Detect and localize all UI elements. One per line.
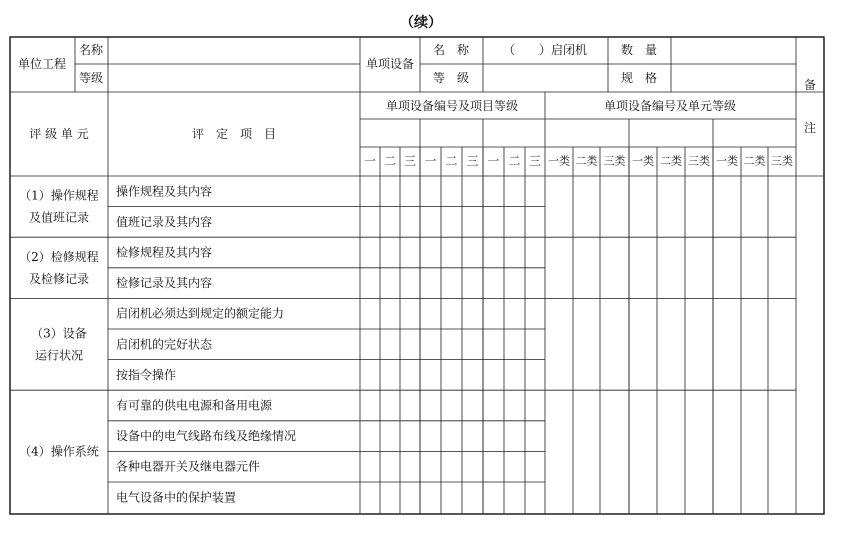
table-title: （续） xyxy=(400,15,442,31)
rating-unit-2-line2: 及检修记录 xyxy=(28,271,90,286)
grade-mark-4: 一 xyxy=(424,154,437,168)
grade-mark-7: 一 xyxy=(487,154,500,168)
rating-item-1-1: 操作规程及其内容 xyxy=(116,184,213,199)
item-grade-header: 单项设备编号及项目等级 xyxy=(385,99,519,113)
class-mark-4: 一类 xyxy=(632,154,654,168)
class-mark-7: 一类 xyxy=(716,154,738,168)
spec-label: 规 格 xyxy=(620,71,658,85)
rating-item-4-1: 有可靠的供电电源和备用电源 xyxy=(116,398,273,413)
equipment-grade-label: 等 级 xyxy=(432,71,470,85)
rating-unit-1-line1: （1）操作规程 xyxy=(19,188,99,203)
quantity-label: 数 量 xyxy=(620,43,658,57)
rating-item-4-2: 设备中的电气线路布线及绝缘情况 xyxy=(116,429,297,444)
grade-mark-6: 三 xyxy=(466,154,479,168)
class-mark-8: 二类 xyxy=(743,154,766,168)
grade-mark-8: 二 xyxy=(508,154,521,168)
rating-unit-1-line2: 及值班记录 xyxy=(28,210,90,225)
remark-label-1: 备 xyxy=(803,78,817,92)
equipment-name-label: 名 称 xyxy=(432,43,470,57)
rating-item-1-2: 值班记录及其内容 xyxy=(116,214,213,229)
remark-label-2: 注 xyxy=(803,121,817,135)
rating-item-2-1: 检修规程及其内容 xyxy=(116,245,213,260)
rating-unit-label: 评 级 单 元 xyxy=(29,127,89,141)
class-mark-5: 二类 xyxy=(660,154,682,168)
rating-item-2-2: 检修记录及其内容 xyxy=(116,276,213,291)
rating-item-4-4: 电气设备中的保护装置 xyxy=(116,490,237,505)
rating-item-4-3: 各种电器开关及继电器元件 xyxy=(116,459,261,474)
item-equipment-label: 单项设备 xyxy=(365,57,415,71)
class-mark-3: 三类 xyxy=(603,154,626,168)
rating-unit-4-line1: （4）操作系统 xyxy=(19,444,99,459)
unit-grade-header: 单项设备编号及单元等级 xyxy=(603,99,737,113)
rating-item-3-3: 按指令操作 xyxy=(116,367,177,382)
grade-mark-2: 二 xyxy=(383,154,397,168)
grade-mark-1: 一 xyxy=(363,154,377,168)
rating-item-label: 评 定 项 目 xyxy=(191,127,277,141)
grade-mark-5: 二 xyxy=(445,154,458,168)
grade-mark-3: 三 xyxy=(403,154,417,168)
class-mark-6: 三类 xyxy=(688,154,710,168)
class-mark-9: 三类 xyxy=(771,154,793,168)
rating-item-3-1: 启闭机必须达到规定的额定能力 xyxy=(116,306,285,321)
rating-item-3-2: 启闭机的完好状态 xyxy=(116,337,213,352)
rating-unit-3-line1: （3）设备 xyxy=(31,326,87,341)
class-mark-1: 一类 xyxy=(548,154,570,168)
hoist-name-label: （ ）启闭机 xyxy=(502,43,588,57)
grade-mark-9: 三 xyxy=(528,154,542,168)
class-mark-2: 二类 xyxy=(575,154,598,168)
rating-unit-2-line1: （2）检修规程 xyxy=(19,249,99,264)
name-label: 名称 xyxy=(78,43,104,57)
unit-project-label: 单位工程 xyxy=(17,57,67,71)
grade-label: 等级 xyxy=(78,71,104,85)
rating-unit-3-line2: 运行状况 xyxy=(34,348,84,363)
